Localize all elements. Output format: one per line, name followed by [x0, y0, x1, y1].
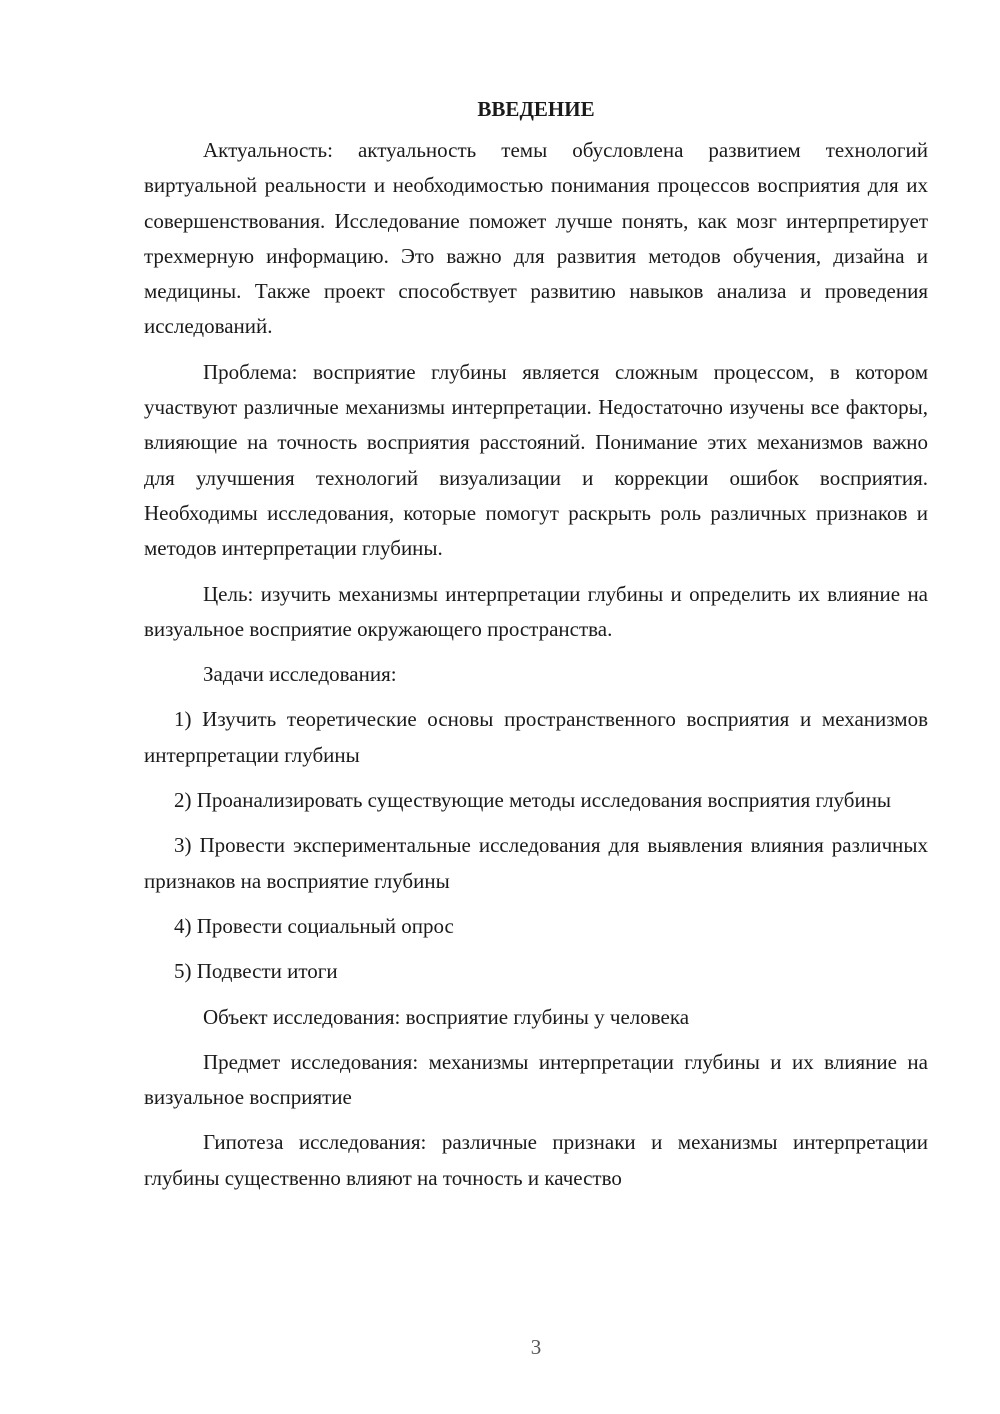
- paragraph-hypothesis: Гипотеза исследования: различные признаки и механизмы интерпретации глубины существенно влияют на точность и качество: [144, 1130, 928, 1190]
- task-item-5: 5) Подвести итоги: [174, 959, 338, 984]
- paragraph-tasks-heading: Задачи исследования:: [203, 662, 397, 687]
- document-page: [144, 92, 928, 1206]
- task-item-1: 1) Изучить теоретические основы пространственного восприятия и механизмов интерпретации глубины: [144, 707, 928, 767]
- section-title: ВВЕДЕНИЕ: [477, 97, 595, 121]
- paragraph-problem: Проблема: восприятие глубины является сложным процессом, в котором участвуют различные механизмы интерпретации. Недостаточно изучены все факторы, влияющие на точность восприятия расстояний. Понимание этих механизмов важно для улучшения технологий визуализации и коррекции ошибок восприятия. Необходимы исследования, которые помогут раскрыть роль различных признаков и методов интерпретации глубины.: [144, 359, 928, 561]
- task-item-2: 2) Проанализировать существующие методы исследования восприятия глубины: [174, 788, 892, 813]
- paragraph-relevance: Актуальность: актуальность темы обусловлена развитием технологий виртуальной реальности и необходимостью понимания процессов восприятия для их совершенствования. Исследование поможет лучше понять, как мозг интерпретирует трехмерную информацию. Это важно для развития методов обучения, дизайна и медицины. Также проект способствует развитию навыков анализа и проведения исследований.: [144, 138, 928, 339]
- page-number: 3: [530, 1335, 542, 1359]
- paragraph-goal: Цель: изучить механизмы интерпретации глубины и определить их влияние на визуальное восприятие окружающего пространства.: [144, 581, 928, 641]
- paragraph-subject: Предмет исследования: механизмы интерпретации глубины и их влияние на визуальное восприятие: [144, 1049, 928, 1110]
- task-item-3: 3) Провести экспериментальные исследования для выявления влияния различных признаков на восприятие глубины: [144, 833, 928, 893]
- paragraph-object: Объект исследования: восприятие глубины у человека: [203, 1004, 690, 1029]
- task-item-4: 4) Провести социальный опрос: [174, 913, 454, 938]
